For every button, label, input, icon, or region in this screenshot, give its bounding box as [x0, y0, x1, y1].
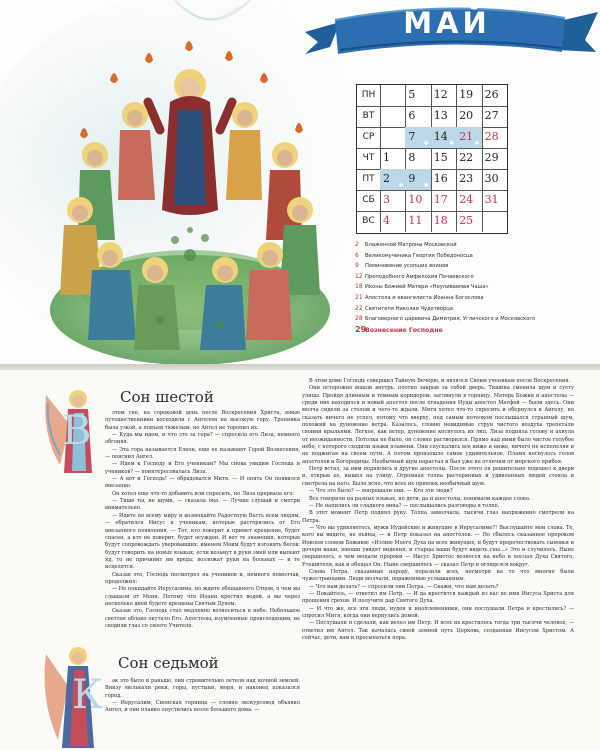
feast-name: Вознесение Господне: [365, 326, 443, 334]
calendar-day: 6: [405, 106, 431, 127]
paragraph: — Эта гора называется Елеон, еще ее называют Горой Вознесения, — пояснил Ангел.: [105, 446, 300, 461]
paragraph: — Покайтесь, — ответил им Петр. — И да крестится каждый из вас во имя Иисуса Христа для прощения грехов. И получите дар Святого Духа.: [302, 590, 574, 605]
central-figure: [148, 69, 232, 215]
weekday-label: ЧТ: [357, 148, 381, 169]
feast-day: 21: [355, 293, 363, 301]
snowflake-icon: ✱: [474, 140, 480, 147]
paragraph: Он хотел еще что-то добавить или спросить, но Лиза прервала его:: [112, 490, 295, 497]
feast-name: Великомученика Георгия Победоносца: [365, 252, 473, 259]
calendar-row: [357, 190, 507, 212]
feast-list: [355, 240, 600, 335]
paragraph: — Не покидайте Иерусалима, но ждите обещанного Отцом, о чем вы слышали от Меня. Потому что Иоанн крестил водой, а вы через несколько дней будете крещены Святым Духом.: [105, 586, 300, 607]
paragraph: Слова Петра, сказанные народу, поразили всех, несмотря на то что многие были чужестранцами. Люди молчали, пораженные услышанным.: [302, 568, 574, 583]
calendar-day: 27: [484, 109, 499, 122]
paragraph: — Что это было? — вопрошали они. — Кто эти люди?: [309, 488, 453, 495]
paragraph: — Что вы удивляетесь, мужи Иудейские и живущие в Иерусалиме?! Выслушайте мои слова. Те, кого вы видите, не пьяны, — и Петр показал на апостолов. — Но сбылось сказанное пророком Иоилем словом Божиим: «Излию Моего Духа на всех живущих, и будут пророчествовать сыновья и дочери ваши, юноши увидят видения, и старцы ваши будут видеть сны...» Это и случилось. Ныне свершилось, о чем вещали пророки — Иисус Христос вознесся на небо и послал Духа Святого, Утешителя, как и обещал Он. Ныне свершилось — сказал Петр и огляделся вокруг.: [302, 524, 574, 568]
feast-name: Иконы Божией Матери «Неупиваемая Чаша»: [365, 284, 489, 291]
feast-day: 28: [355, 315, 363, 323]
ascension-icon-illustration: [40, 40, 340, 365]
calendar-row: [357, 169, 507, 191]
feast-name: Поминовение усопших воинов: [365, 263, 449, 270]
snowflake-icon: ✱: [449, 140, 455, 147]
calendar-grid: [356, 84, 508, 234]
calendar-day: 1: [380, 148, 406, 169]
feast-day: 9: [355, 262, 359, 270]
calendar-day: 18: [431, 211, 457, 232]
feast-name: Преподобного Амфилохия Почаевского: [365, 273, 474, 280]
paragraph: этом сне, на сороковой день после Воскресения Христа, юные путешественники восходили с Ангелом на высокую гору. Тропинка была узкой, а подъем тяжелым, но Ангел не торопил их.: [105, 410, 300, 431]
calendar-day: 24: [456, 190, 482, 211]
feast-item: [355, 293, 600, 304]
snowflake-icon: ✱: [423, 140, 429, 147]
right-text-column: [302, 378, 574, 642]
feast-day: 22: [355, 304, 363, 312]
feast-day: 18: [355, 283, 363, 291]
paragraph: Все говорили на разных языках, но дети, да и апостолы, понимали каждое слово.: [309, 495, 531, 502]
calendar-day: 2 ✱: [380, 169, 406, 190]
feast-name: Блаженной Матроны Московской: [365, 242, 457, 248]
section6-title: Сон шестой: [120, 388, 214, 406]
dropcap-k: К: [72, 672, 103, 718]
calendar-day: 9 ✱: [405, 169, 431, 190]
calendar-rows: [357, 85, 507, 233]
calendar-row: [357, 106, 507, 128]
paragraph: Петр встал, за ним поднялись и другие апостолы. После этого он решительно подошел к двери и, открыв ее, вышел на улицу. Огромная толпа растерянных и удивленных людей стояла и смотрела на него. Было ясно, что всех их привлек необычный шум.: [302, 466, 574, 487]
calendar-day: 15: [431, 148, 457, 169]
paragraph: — Послушали и сделали, как велел им Петр. И всех их крестилось тогда три тысячи человек, — ответил им Ангел. Так началась своей земной путь Церковь, созданная Иисусом Христом. А сейчас, дети, вам и просыпаться пора.: [302, 620, 574, 642]
paragraph: — Идите по всему миру и возвещайте Радостную Весть всем людям, — обратился Иисус к ученикам, которые растерялись от Его внезапного появления. — Тот, кто поверит и примет крещение, будет спасен, а кто не поверит, будет осужден. И вот те знамения, которые будут сопровождать уверовавших: именем Моим будут изгонять бесов; будут говорить на новых языках; если возьмут в руки змей или выпьют яд, то не причинит им вреда; возложат руки на больных — и те исцелятся.: [105, 512, 300, 571]
top-sheet: [0, 0, 600, 366]
paragraph: — И что же, все эти люди, иудеи и иноплеменники, они послушали Петра и крестились? — спросил Митя, когда они вернулись домой.: [302, 605, 574, 619]
weekday-label: ПТ: [357, 169, 381, 190]
feast-day: 12: [355, 272, 363, 280]
paragraph: — Иерусалим, Сионская горница — словно экскурсовод объявил Ангел, и они плавно опустились возле большого дома. —: [105, 700, 300, 714]
calendar-row: [357, 127, 507, 149]
month-title: МАЙ: [403, 6, 491, 40]
feast-item: [355, 314, 600, 325]
calendar-day: 5: [405, 85, 431, 106]
calendar-day: 19: [456, 85, 482, 106]
section7-title: Сон седьмой: [118, 654, 219, 672]
feast-day: 6: [355, 251, 359, 259]
calendar-day: 3: [380, 190, 406, 211]
calendar-day: 28: [484, 130, 499, 143]
feast-item: [355, 304, 600, 315]
calendar-day: [380, 127, 406, 148]
calendar-row: [357, 148, 507, 170]
paragraph: Они осторожно вошли внутрь, плотно закрыв за собой дверь. Тишина сменила шум и суету улицы. Пройдя длинным и темным коридором, заглянули в горницу. Матерь Божия и апостолы — среди них находился и новый апостол после отпадения Иуды апостол Матфей — были здесь. Они молча сидели за столом и чего-то ждали. Митя хотел что-то спросить и обернулся к Ангелу, но сказать ничего не успел, потому что вверху, под самым потолком послышался странный шум, похожий на дуновение ветра. Казалось, словно невидимые струи чистого воздуха трепетали своими крыльями. Легкое, как ветер, дуновение коснулось их лиц. Лиза подняла голову и ахнула от неожиданности. Потолка не было, он словно растворился. Прямо над ними было чистое голубое небо, с которого сходили языки пламени. Они спускались все ниже и ниже, ничего не испепеляя и не поджигая на своем пути. А потом произошло самое удивительное. Пламя коснулось голов апостолов и Богородицы. Необычный шум нарастал и был уже не отличим от морского прибоя.: [302, 385, 574, 465]
calendar-day: 30: [484, 172, 499, 185]
weekday-label: СР: [357, 127, 381, 148]
feast-item: [355, 261, 600, 272]
calendar-day: 16: [431, 169, 457, 190]
feast-item: [355, 240, 600, 251]
feast-name: Апостола и евангелиста Иоанна Богослова: [365, 294, 484, 301]
calendar-day: 23: [456, 169, 482, 190]
weekday-label: ПН: [357, 85, 381, 106]
section6-text: [35, 410, 300, 630]
snowflake-icon: ✱: [423, 182, 429, 189]
calendar-day: [380, 106, 406, 127]
calendar-day: 10: [405, 190, 431, 211]
paragraph: — Не напились ли сладкого вина? — послышались разговоры в толпе.: [309, 502, 500, 509]
paragraph: В этом доме Господь совершил Тайную Вечерю, и являлся Своим ученикам после Воскресения.: [309, 378, 571, 384]
paragraph: — Тише ты, не шуми, — сказала она. — Лучше слушай и смотри внимательно.: [105, 498, 300, 512]
calendar-row: [357, 211, 507, 232]
feast-item: [355, 325, 600, 336]
feast-item: [355, 272, 600, 283]
weekday-label: ВТ: [357, 106, 381, 127]
paragraph: Сказав это, Господь стал медленно возноситься в небо. Небольшое светлое облако окутало Его. Апостолы, изумленные происходящим, не сводили глаз со своего Учителя.: [105, 608, 300, 629]
calendar-day: 11: [405, 211, 431, 232]
feast-day: 2: [355, 241, 359, 248]
calendar-row: [357, 85, 507, 107]
calendar-day: 7 ✱: [405, 127, 431, 148]
paragraph: Сказав это, Господь посмотрел на учеников и, немного помолчав, продолжил:: [105, 571, 300, 585]
calendar-day: 26: [484, 88, 499, 101]
paragraph: ак это было и раньше, они стремительно летели над ночной землей. Внизу мелькали реки, горы, пустыни, моря, и наконец показался город.: [105, 678, 300, 699]
feast-item: [355, 282, 600, 293]
paragraph: — Куда мы идем, и что это за гора? — спросила его Лиза, немного обгоняя.: [105, 432, 300, 446]
paragraph: — А вот и Господь! — обрадовался Митя. — И опять Он появился внезапно.: [105, 476, 300, 490]
feast-name: Святителя Николая Чудотворца: [365, 305, 453, 312]
calendar-day: 25: [456, 211, 482, 232]
feast-day: 29: [355, 324, 367, 334]
calendar-day: 22: [456, 148, 482, 169]
feast-item: [355, 251, 600, 262]
calendar-day: 29: [484, 151, 499, 164]
calendar-day: 17: [431, 190, 457, 211]
calendar-day: 21 ✱: [456, 127, 482, 148]
calendar-day: 31: [484, 193, 499, 206]
section7-text: [35, 678, 300, 715]
calendar-day: 20: [456, 106, 482, 127]
calendar-day: 13: [431, 106, 457, 127]
calendar-day: [380, 85, 406, 106]
calendar-day: 12: [431, 85, 457, 106]
weekday-label: СБ: [357, 190, 381, 211]
calendar-day: [482, 211, 507, 232]
weekday-label: ВС: [357, 211, 381, 232]
dropcap-v: В: [62, 408, 92, 454]
calendar-day: 8: [405, 148, 431, 169]
paragraph: В этот момент Петр поднял руку. Толпа замолчала, тысячи глаз напряженно смотрели на Петра.: [302, 510, 574, 524]
calendar-day: 4: [380, 211, 406, 232]
snowflake-icon: ✱: [398, 182, 404, 189]
paragraph: — Что нам делать? — спросили они Петра. — Скажи, что нам делать?: [309, 583, 499, 590]
paragraph: — Идем к Господу и Его ученикам? Мы снова увидим Господа и учеников? — поинтересовалась Лиза.: [105, 461, 300, 475]
calendar-day: 14 ✱: [431, 127, 457, 148]
feast-name: Благоверного царевича Димитрия, Угличского и Московского: [365, 316, 536, 323]
